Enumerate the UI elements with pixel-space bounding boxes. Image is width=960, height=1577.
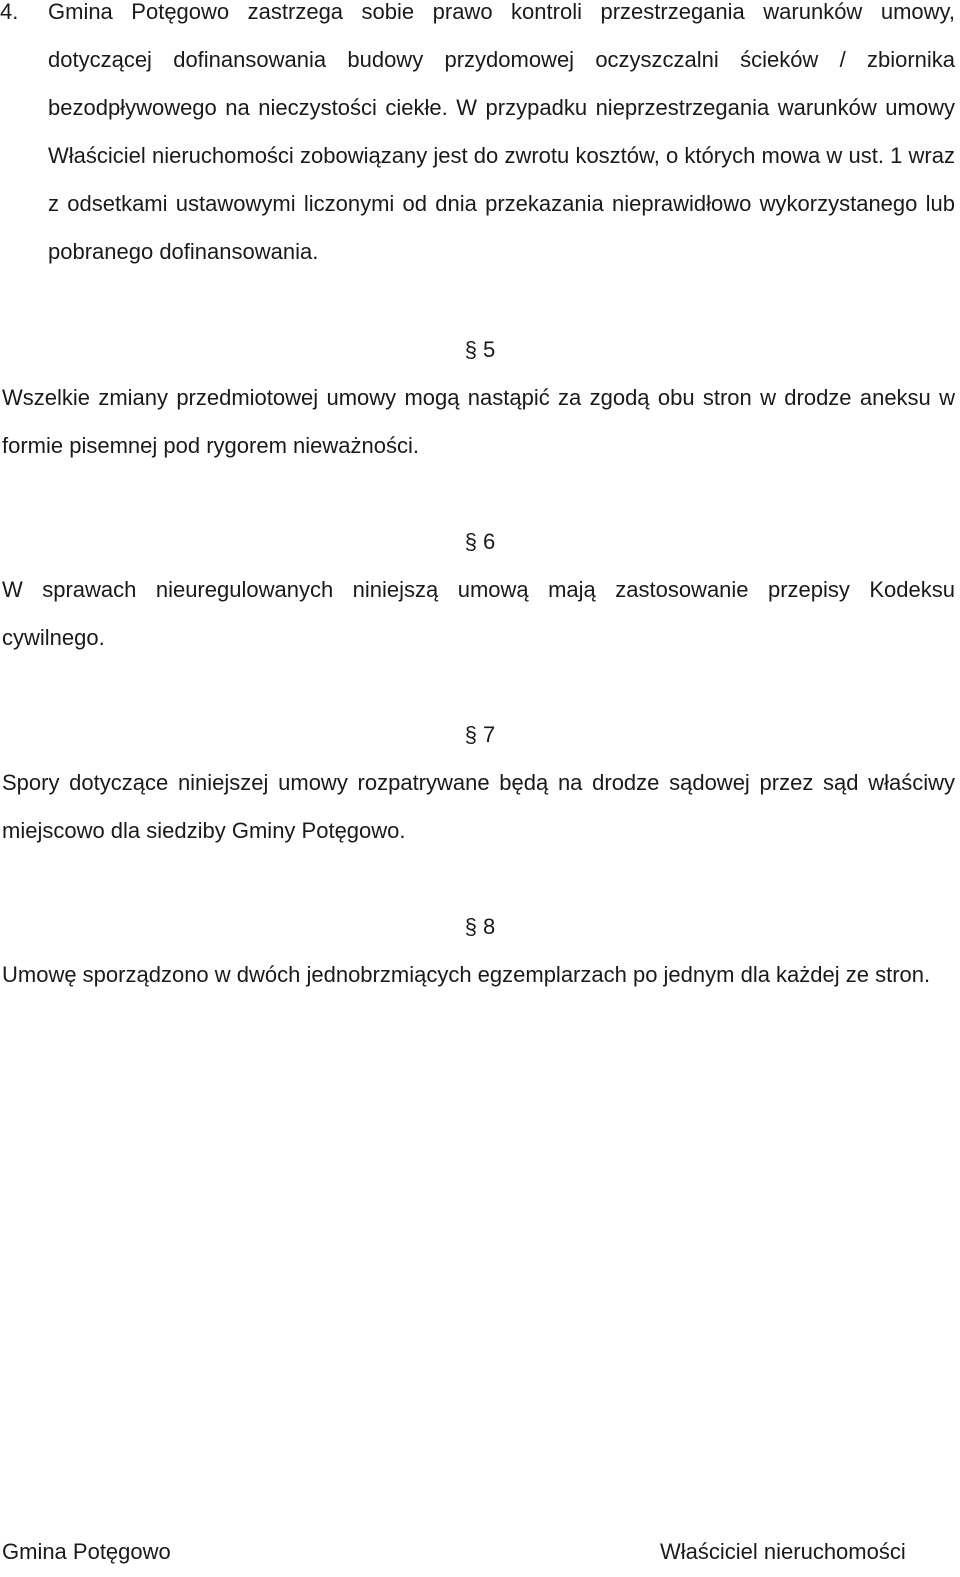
- section-8-text: Umowę sporządzono w dwóch jednobrzmiących egzemplarzach po jednym dla każdej ze stron.: [2, 962, 931, 987]
- signature-municipality: Gmina Potęgowo: [2, 1539, 171, 1564]
- signature-property-owner: Właściciel nieruchomości: [660, 1539, 906, 1564]
- clause-item-4: [0, 0, 955, 276]
- item-text: Gmina Potęgowo zastrzega sobie prawo kontroli przestrzegania warunków umowy, dotyczącej dofinansowania budowy przydomowej oczyszczalni ścieków / zbiornika bezodpływowego na nieczystości ciekłe. W przypadku nieprzestrzegania warunków umowy Właściciel nieruchomości zobowiązany jest do zwrotu kosztów, o których mowa w ust. 1 wraz z odsetkami ustawowymi liczonymi od dnia przekazania nieprawidłowo wykorzystanego lub pobranego dofinansowania.: [48, 0, 955, 264]
- section-7-heading: § 7: [464, 722, 496, 747]
- item-number: 4.: [0, 0, 19, 24]
- section-7-text: Spory dotyczące niniejszej umowy rozpatrywane będą na drodze sądowej przez sąd właściwy miejscowo dla siedziby Gminy Potęgowo.: [2, 770, 955, 843]
- section-8-heading: § 8: [464, 914, 496, 939]
- section-5-text: Wszelkie zmiany przedmiotowej umowy mogą nastąpić za zgodą obu stron w drodze aneksu w formie pisemnej pod rygorem nieważności.: [2, 385, 955, 458]
- section-5-heading: § 5: [464, 337, 496, 362]
- section-6-text: W sprawach nieuregulowanych niniejszą umową mają zastosowanie przepisy Kodeksu cywilnego.: [2, 577, 955, 650]
- section-6-heading: § 6: [464, 529, 496, 554]
